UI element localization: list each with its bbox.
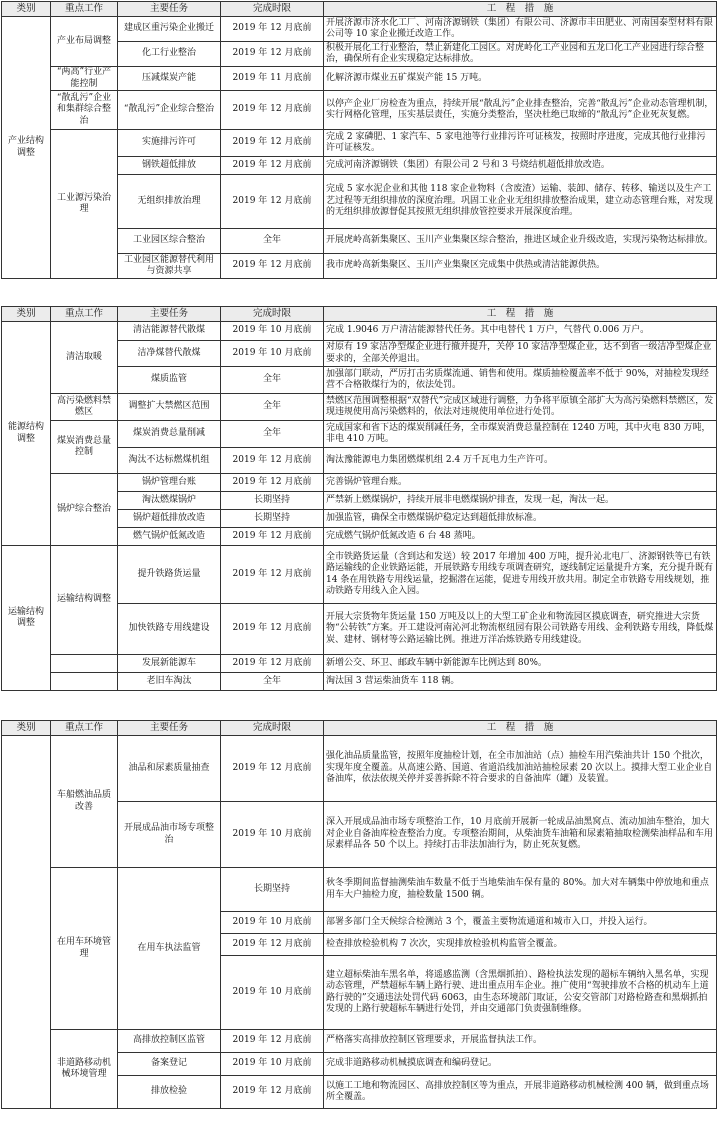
category-cell: 能源结构调整	[2, 322, 51, 546]
task-cell: 实施排污许可	[118, 130, 221, 157]
task-cell: 无组织排放治理	[118, 175, 221, 229]
measure-cell: 完成 2 家磷肥、1 家汽车、5 家电池等行业排污许可证核发，按照时序进度，完成其他行业排污许可证核发。	[324, 130, 717, 157]
table-row	[2, 130, 717, 157]
key-work-cell-empty	[51, 655, 118, 673]
header-category: 类别	[2, 307, 51, 322]
task-cell: 淘汰不达标燃煤机组	[118, 448, 221, 474]
task-cell: 油品和尿素质量抽查	[118, 736, 221, 802]
task-cell: 在用车执法监管	[118, 868, 221, 1030]
deadline-cell: 2019 年 10 月底前	[221, 322, 324, 341]
header-task: 主要任务	[118, 721, 221, 736]
task-cell: 煤炭消费总量削减	[118, 421, 221, 448]
measure-cell: 开展虎岭高新集聚区、玉川产业集聚区综合整治，推进区域企业升级改造，实现污染物达标排放。	[324, 229, 717, 254]
deadline-cell: 2019 年 12 月底前	[221, 604, 324, 655]
task-cell: 加快铁路专用线建设	[118, 604, 221, 655]
table-energy-transport	[1, 306, 717, 691]
measure-cell: 以施工工地和物流园区、高排放控制区等为重点，开展非道路移动机械检测 400 辆，做到重点场所全覆盖。	[324, 1076, 717, 1109]
deadline-cell: 2019 年 12 月底前	[221, 655, 324, 673]
measure-cell: 建立超标柴油车黑名单，将遥感监测（含黑烟抓拍）、路检执法发现的超标车辆纳入黑名单，实现动态管理，严禁超标车辆上路行驶、进出重点用车企业。推广使用“驾驶排放不合格的机动车上道路行驶的”交通违法处罚代码 6063，由生态环境部门取证，公安交管部门对路检路查和黑烟抓拍发现的上路行驶超标车辆进行处罚，并由交通部门负责强制维修。	[324, 956, 717, 1030]
header-category: 类别	[2, 2, 51, 17]
measure-cell: 完成 5 家水泥企业和其他 118 家企业物料（含废渣）运输、装卸、储存、转移、输送以及生产工艺过程等无组织排放的深度治理。巩固工业企业无组织排放整治成果，建立动态管理台账，对发现的无组织排放源督促其按照无组织排放管控要求开展深度治理。	[324, 175, 717, 229]
table-row	[2, 421, 717, 448]
task-cell: 提升铁路货运量	[118, 546, 221, 604]
task-cell: 开展成品油市场专项整治	[118, 802, 221, 868]
measure-cell: 完成国家和省下达的煤炭削减任务，全市煤炭消费总量控制在 1240 万吨，其中火电 830 万吨，非电 410 万吨。	[324, 421, 717, 448]
measure-cell: 完成非道路移动机械摸底调查和编码登记。	[324, 1053, 717, 1076]
deadline-cell: 2019 年 12 月底前	[221, 474, 324, 492]
deadline-cell: 2019 年 11 月底前	[221, 67, 324, 91]
deadline-cell: 2019 年 12 月底前	[221, 1030, 324, 1053]
task-cell: 燃气锅炉低氮改造	[118, 528, 221, 546]
header-deadline: 完成时限	[221, 721, 324, 736]
measure-cell: 严禁新上燃煤锅炉，持续开展非电燃煤锅炉排查，发现一起，淘汰一起。	[324, 492, 717, 510]
header-task: 主要任务	[118, 2, 221, 17]
deadline-cell: 2019 年 12 月底前	[221, 17, 324, 42]
measure-cell: 检查排放检验机构 7 次次，实现排放检验机构监管全覆盖。	[324, 934, 717, 956]
task-cell: 调整扩大禁燃区范围	[118, 394, 221, 421]
table-row	[2, 91, 717, 130]
header-task: 主要任务	[118, 307, 221, 322]
measure-cell: 开展济源市济水化工厂、河南济源钢铁（集团）有限公司、济源市丰田肥业、河南国泰型材料有限公司等 10 家企业搬迁改造工作。	[324, 17, 717, 42]
measure-cell: 完善锅炉管理台账。	[324, 474, 717, 492]
measure-cell: 部署多部门全天候综合检测站 3 个，覆盖主要物流通道和城市入口，并投入运行。	[324, 912, 717, 934]
measure-cell: 淘汰豫能源电力集团燃煤机组 2.4 万千瓦电力生产许可。	[324, 448, 717, 474]
deadline-cell: 2019 年 10 月底前	[221, 341, 324, 367]
table-row	[2, 736, 717, 802]
deadline-cell: 2019 年 10 月底前	[221, 1053, 324, 1076]
measure-cell: 完成燃气锅炉低氮改造 6 台 48 蒸吨。	[324, 528, 717, 546]
task-cell: 发展新能源车	[118, 655, 221, 673]
table-row	[2, 655, 717, 673]
measure-cell: 完成 1.9046 万户清洁能源替代任务。其中电替代 1 万户，气替代 0.006 万户。	[324, 322, 717, 341]
measure-cell: 秋冬季期间监督抽测柴油车数量不低于当地柴油车保有量的 80%。加大对车辆集中停放地和重点用车大户抽检力度，抽检数量 1500 辆。	[324, 868, 717, 912]
header-key-work: 重点工作	[51, 307, 118, 322]
table-row	[2, 67, 717, 91]
measure-cell: 我市虎岭高新集聚区、玉川产业集聚区完成集中供热或清洁能源供热。	[324, 254, 717, 279]
deadline-cell: 2019 年 12 月底前	[221, 448, 324, 474]
task-cell: 钢铁超低排放	[118, 157, 221, 175]
measure-cell: 新增公交、环卫、邮政车辆中新能源车比例达到 80%。	[324, 655, 717, 673]
measure-cell: 淘汰国 3 营运柴油货车 118 辆。	[324, 673, 717, 691]
table-header	[2, 2, 717, 17]
key-work-cell: 锅炉综合整治	[51, 474, 118, 546]
deadline-cell: 全年	[221, 229, 324, 254]
key-work-cell: 运输结构调整	[51, 546, 118, 655]
key-work-cell: 在用车环境管理	[51, 868, 118, 1030]
task-cell: 煤质监管	[118, 367, 221, 394]
header-measures: 工 程 措 施	[324, 2, 717, 17]
deadline-cell: 2019 年 12 月底前	[221, 528, 324, 546]
table-row	[2, 474, 717, 492]
header-deadline: 完成时限	[221, 2, 324, 17]
task-cell: 工业园区综合整治	[118, 229, 221, 254]
deadline-cell: 2019 年 12 月底前	[221, 175, 324, 229]
key-work-cell: 煤炭消费总量控制	[51, 421, 118, 474]
deadline-cell: 2019 年 12 月底前	[221, 254, 324, 279]
table-row	[2, 394, 717, 421]
deadline-cell: 2019 年 12 月底前	[221, 546, 324, 604]
measure-cell: 化解济源市煤业五矿煤炭产能 15 万吨。	[324, 67, 717, 91]
deadline-cell: 2019 年 10 月底前	[221, 802, 324, 868]
measure-cell: 完成河南济源钢铁（集团）有限公司 2 号和 3 号烧结机超低排放改造。	[324, 157, 717, 175]
table-row	[2, 673, 717, 691]
category-cell: 产业结构调整	[2, 17, 51, 279]
task-cell: 化工行业整治	[118, 42, 221, 67]
header-measures: 工 程 措 施	[324, 721, 717, 736]
measure-cell: 以停产企业厂房检查为重点，持续开展“散乱污”企业排查整治，完善“散乱污”企业动态管理机制，实行网格化管理，压实基层责任，实施分类整治，坚决杜绝已取缔的“散乱污”企业死灰复燃。	[324, 91, 717, 130]
table-row	[2, 1030, 717, 1053]
measure-cell: 积极开展化工行业整治，禁止新建化工园区。对虎岭化工产业园和五龙口化工产业园进行综合整治，确保所有企业实现稳定达标排放。	[324, 42, 717, 67]
task-cell: 清洁能源替代散煤	[118, 322, 221, 341]
deadline-cell: 全年	[221, 421, 324, 448]
measure-cell: 对原有 19 家洁净型煤企业进行撤并提升，关停 10 家洁净型煤企业，达不到省一级洁净型煤企业要求的，全部关停退出。	[324, 341, 717, 367]
table-row	[2, 322, 717, 341]
measure-cell: 严格落实高排放控制区管理要求，开展监督执法工作。	[324, 1030, 717, 1053]
measure-cell: 开展大宗货物年货运量 150 万吨及以上的大型工矿企业和物流园区摸底调查，研究推进大宗货物“公转铁”方案。开工建设河南沁河北物流枢纽园有限公司铁路专用线、金利铁路专用线，降低煤炭、建材、钢材等公路运输比例。推进万洋冶炼铁路专用线建设。	[324, 604, 717, 655]
deadline-cell: 长期坚持	[221, 510, 324, 528]
header-key-work: 重点工作	[51, 721, 118, 736]
table-row	[2, 546, 717, 604]
measure-cell: 全市铁路货运量（含到达和发送）较 2017 年增加 400 万吨，提升沁北电厂、济源钢铁等已有铁路运输线的企业铁路运能，开展铁路专用线专项调查研究，逐线制定运量提升方案，充分提升既有 14 条在用铁路专用线运量，挖掘潜在运能，促进专用线开放共用。制定全市铁路专用线规划，推动铁路专用线入企入园。	[324, 546, 717, 604]
deadline-cell: 2019 年 10 月底前	[221, 912, 324, 934]
key-work-cell: 产业布局调整	[51, 17, 118, 67]
task-cell: 锅炉管理台账	[118, 474, 221, 492]
key-work-cell: “两高”行业产能控制	[51, 67, 118, 91]
task-cell: 高排放控制区监管	[118, 1030, 221, 1053]
table-vehicle-management	[1, 720, 717, 1109]
key-work-cell: 非道路移动机械环境管理	[51, 1030, 118, 1109]
header-measures: 工 程 措 施	[324, 307, 717, 322]
deadline-cell: 2019 年 12 月底前	[221, 91, 324, 130]
header-category: 类别	[2, 721, 51, 736]
task-cell: 老旧车淘汰	[118, 673, 221, 691]
task-cell: 锅炉超低排放改造	[118, 510, 221, 528]
deadline-cell: 2019 年 10 月底前	[221, 956, 324, 1030]
category-cell-empty	[2, 736, 51, 1109]
table-header	[2, 307, 717, 322]
key-work-cell: 工业源污染治理	[51, 130, 118, 279]
table-industry-structure	[1, 1, 717, 279]
task-cell: 工业园区能源替代利用与资源共享	[118, 254, 221, 279]
key-work-cell: 高污染燃料禁燃区	[51, 394, 118, 421]
task-cell: 排放检验	[118, 1076, 221, 1109]
measure-cell: 加强监管，确保全市燃煤锅炉稳定达到超低排放标准。	[324, 510, 717, 528]
category-cell: 运输结构调整	[2, 546, 51, 691]
deadline-cell: 2019 年 12 月底前	[221, 42, 324, 67]
key-work-cell: 车船燃油品质改善	[51, 736, 118, 868]
task-cell: 备案登记	[118, 1053, 221, 1076]
task-cell: “散乱污”企业综合整治	[118, 91, 221, 130]
task-cell: 洁净煤替代散煤	[118, 341, 221, 367]
key-work-cell: 清洁取暖	[51, 322, 118, 394]
deadline-cell: 2019 年 12 月底前	[221, 934, 324, 956]
task-cell: 淘汰燃煤锅炉	[118, 492, 221, 510]
deadline-cell: 全年	[221, 367, 324, 394]
deadline-cell: 2019 年 12 月底前	[221, 130, 324, 157]
table-header	[2, 721, 717, 736]
measure-cell: 加强部门联动，严厉打击劣质煤流通、销售和使用。煤质抽检覆盖率不低于 90%，对抽检发现经营不合格散煤行为的，依法处罚。	[324, 367, 717, 394]
deadline-cell: 长期坚持	[221, 492, 324, 510]
deadline-cell: 全年	[221, 673, 324, 691]
task-cell: 压减煤炭产能	[118, 67, 221, 91]
deadline-cell: 2019 年 12 月底前	[221, 736, 324, 802]
header-key-work: 重点工作	[51, 2, 118, 17]
key-work-cell: “散乱污”企业和集群综合整治	[51, 91, 118, 130]
deadline-cell: 2019 年 12 月底前	[221, 157, 324, 175]
task-cell: 建成区重污染企业搬迁	[118, 17, 221, 42]
table-row	[2, 17, 717, 42]
deadline-cell: 2019 年 12 月底前	[221, 1076, 324, 1109]
measure-cell: 禁燃区范围调整根据“双替代”完成区域进行调整，力争将平原镇全部扩大为高污染燃料禁燃区，发现违规使用高污染燃料的，依法对违规使用单位进行处罚。	[324, 394, 717, 421]
measure-cell: 深入开展成品油市场专项整治工作，10 月底前开展新一轮成品油黑窝点、流动加油车整治，加大对企业自备油库检查整治力度。专项整治期间，从柴油货车油箱和尿素箱抽取检测柴油样品和车用尿素样品各 50 个以上。持续打击非法加油行为，防止死灰复燃。	[324, 802, 717, 868]
deadline-cell: 长期坚持	[221, 868, 324, 912]
measure-cell: 强化油品质量监管，按照年度抽检计划，在全市加油站（点）抽检车用汽柴油共计 150 个批次，实现年度全覆盖。从高速公路、国道、省道沿线加油站抽检尿素 20 次以上。摸排大型工业企业自备油库，依法依规关停并妥善拆除不符合要求的自备油库（罐）及装置。	[324, 736, 717, 802]
key-work-cell-empty	[51, 673, 118, 691]
deadline-cell: 全年	[221, 394, 324, 421]
header-deadline: 完成时限	[221, 307, 324, 322]
table-row	[2, 868, 717, 912]
